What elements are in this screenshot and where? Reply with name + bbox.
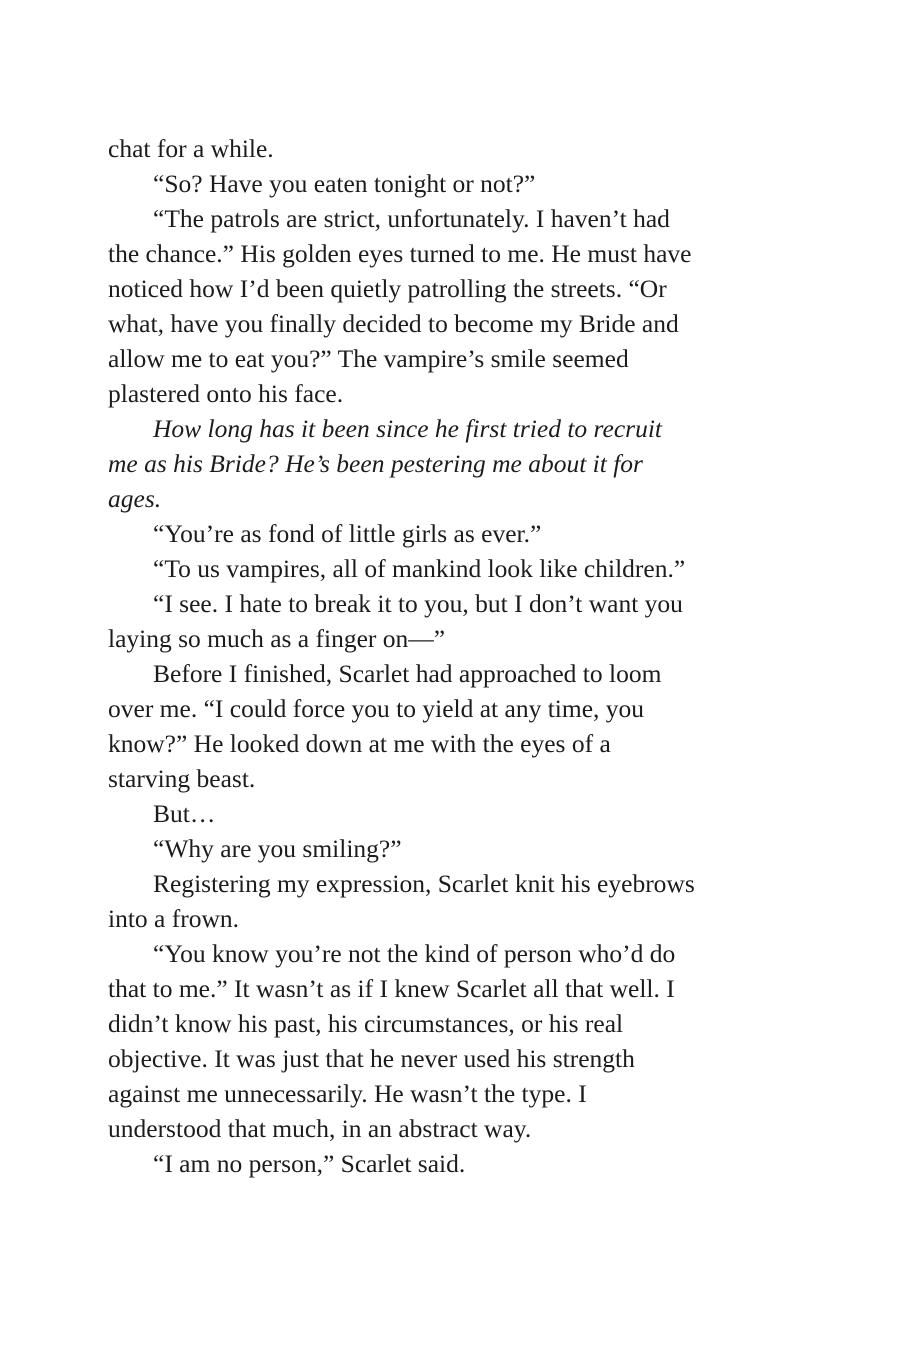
paragraph-11: Registering my expression, Scarlet knit his eyebrows into a frown.: [108, 869, 695, 933]
paragraph-12: “You know you’re not the kind of person who’d do that to me.” It wasn’t as if I knew Scarlet all that well. I didn’t know his past, his circumstances, or his real objective. It was just that he never used his strength against me unnecessarily. He wasn’t the type. I understood that much, in an abstract way.: [108, 939, 676, 1143]
paragraph-10: “Why are you smiling?”: [153, 834, 402, 863]
paragraph-4-inner-thought: How long has it been since he first tried to recruit me as his Bride? He’s been pestering me about it for ages.: [108, 414, 663, 513]
paragraph-9: But…: [153, 799, 216, 828]
paragraph-2: “So? Have you eaten tonight or not?”: [153, 169, 536, 198]
paragraph-1: chat for a while.: [108, 134, 274, 163]
paragraph-3: “The patrols are strict, unfortunately. I haven’t had the chance.” His golden eyes turned to me. He must have noticed how I’d been quietly patrolling the streets. “Or what, have you finally decided to become my Bride and allow me to eat you?” The vampire’s smile seemed plastered onto his face.: [108, 204, 692, 408]
paragraph-8: Before I finished, Scarlet had approached to loom over me. “I could force you to yield at any time, you know?” He looked down at me with the eyes of a starving beast.: [108, 659, 662, 793]
paragraph-5: “You’re as fond of little girls as ever.”: [153, 519, 542, 548]
book-page: [108, 131, 698, 1181]
paragraph-7: “I see. I hate to break it to you, but I don’t want you laying so much as a finger on—”: [108, 589, 683, 653]
paragraph-13: “I am no person,” Scarlet said.: [153, 1149, 466, 1178]
paragraph-6: “To us vampires, all of mankind look like children.”: [153, 554, 686, 583]
